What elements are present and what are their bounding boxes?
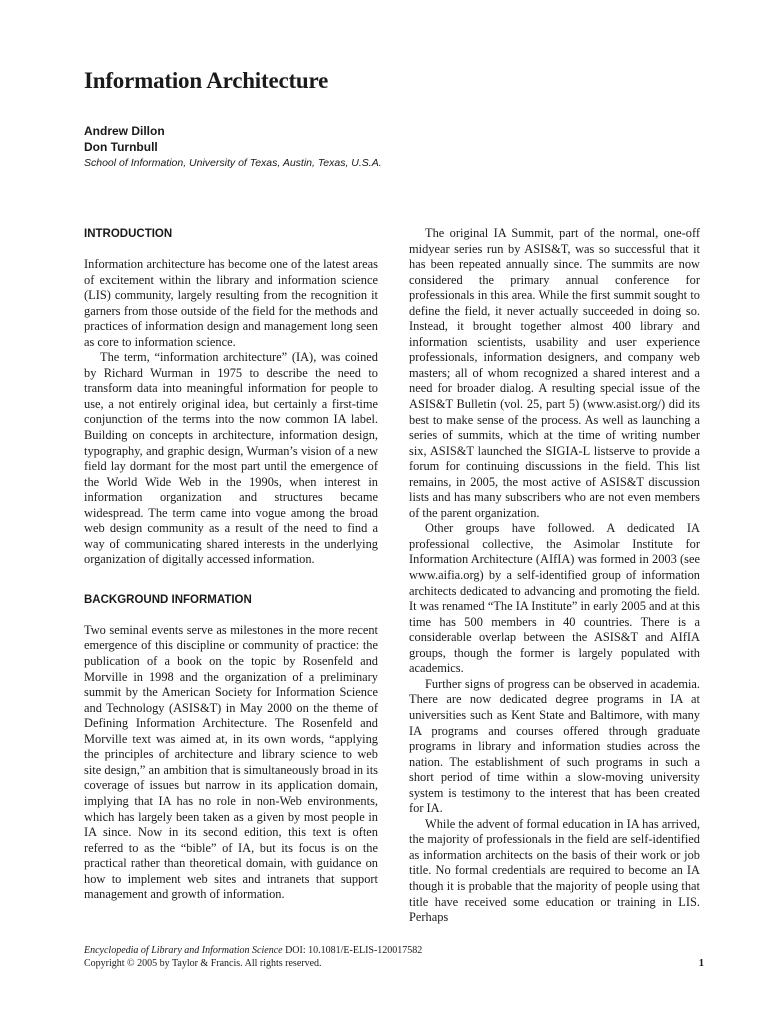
body-paragraph: While the advent of formal education in IA has arrived, the majority of professionals in the field are self-identified as information architects on the basis of their work or job title. No formal credentials are required to become an IA though it is probable that the majority of people using that title have received some education or training in LIS. Perhaps — [409, 816, 700, 925]
section-heading-background: BACKGROUND INFORMATION — [84, 593, 252, 606]
section-heading-introduction: INTRODUCTION — [84, 228, 173, 240]
journal-name: Encyclopedia of Library and Information Science — [84, 945, 283, 956]
page-number: 1 — [698, 958, 704, 969]
body-paragraph: The term, “information architecture” (IA), was coined by Richard Wurman in 1975 to describe the need to transform data into meaningful information for people to use, a not entirely original idea, but certainly a first-time conjunction of the terms into the now common IA label. Building on concepts in architecture, information design, typography, and graphic design, Wurman’s vision of a new field lay dormant for the most part until the emergence of the World Wide Web in the 1990s, when interest in information organization and structures became widespread. The term came into vogue among the broad web design community as a result of the need to find a way of communicating shared interests in the underlying organization of digitally accessed information. — [84, 350, 378, 567]
author-name: Don Turnbull — [84, 139, 158, 154]
page-footer — [84, 945, 704, 970]
citation-line — [84, 945, 704, 958]
article-title: Information Architecture — [84, 68, 329, 93]
left-column — [84, 226, 378, 903]
body-paragraph: Further signs of progress can be observed in academia. There are now dedicated degree programs in IA at universities such as Kent State and Baltimore, with many IA programs and courses offered through graduate programs in library and information studies across the nation. The establishment of such programs in such a short period of time within a slow-moving university system is testimony to the interest that has been created for IA. — [409, 676, 700, 816]
body-paragraph: Other groups have followed. A dedicated IA professional collective, the Asimolar Institute for Information Architecture (AIfIA) was formed in 2003 (see www.aifia.org) by a self-identified group of information architects dedicated to advancing and promoting the field. It was renamed “The IA Institute” in early 2005 and at this time has 500 members in 40 countries. There is a considerable overlap between the ASIS&T and AIfIA groups, though the former is largely populated with academics. — [409, 521, 700, 676]
copyright-notice: Copyright © 2005 by Taylor & Francis. All rights reserved. — [84, 957, 322, 969]
doi-text: DOI: 10.1081/E-ELIS-120017582 — [282, 945, 423, 956]
body-paragraph: The original IA Summit, part of the normal, one-off midyear series run by ASIS&T, was so successful that it has been repeated annually since. The summits are now considered the primary annual conference for professionals in this area. While the first summit sought to define the field, it never actually succeeded in doing so. Instead, it brought together almost 400 library and information scientists, usability and user experience professionals, information designers, and company web masters; all of whom recognized a shared interest and a need for broader dialog. A resulting special issue of the ASIS&T Bulletin (vol. 25, part 5) (www.asist.org/) did its best to make sense of the process. As well as launching a series of summits, which at the time of writing number six, ASIS&T launched the SIGIA-L listserve to provide a forum for continuing discussions in the field. This list remains, in 2005, the most active of ASIS&T discussion lists and has many subscribers who are not even members of the parent organization. — [409, 226, 700, 520]
body-paragraph: Two seminal events serve as milestones in the more recent emergence of this discipline or community of practice: the publication of a book on the topic by Rosenfeld and Morville in 1998 and the organization of a preliminary summit by the American Society for Information Science and Technology (ASIS&T) in May 2000 on the theme of Defining Information Architecture. The Rosenfeld and Morville text was aimed at, in its own words, “applying the principles of architecture and library science to web site design,” an ambition that is simultaneously broad in its coverage of issues but narrow in its application domain, implying that IA has no role in non-Web environments, which has largely been taken as a given by most people in IA since. Now in its second edition, this text is often referred to as the “bible” of IA, but its focus is on the practical rather than theoretical domain, with guidance on how to implement web sites and intranets that support management and growth of information. — [84, 622, 378, 902]
author-list — [84, 124, 165, 155]
author-affiliation: School of Information, University of Texas, Austin, Texas, U.S.A. — [84, 157, 382, 169]
right-column — [409, 226, 700, 926]
body-paragraph: Information architecture has become one of the latest areas of excitement within the library and information science (LIS) community, largely resulting from the recognition it garners from those outside of the field for the methods and practices of information design and management long seen as core to information science. — [84, 257, 378, 349]
author-name: Andrew Dillon — [84, 124, 165, 138]
